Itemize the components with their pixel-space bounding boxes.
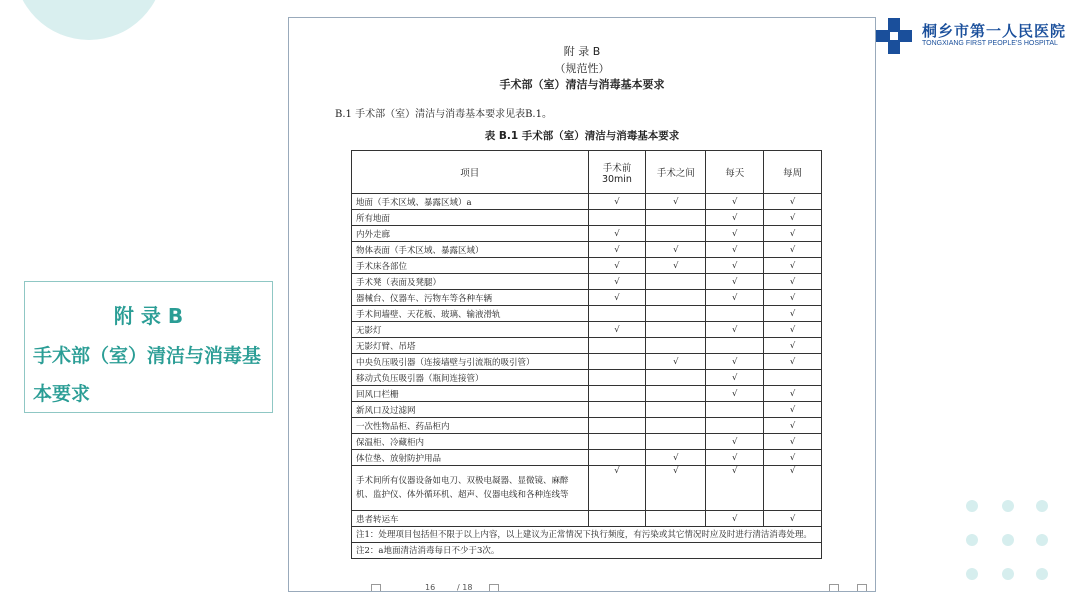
row-daily: √	[706, 258, 764, 274]
row-daily: √	[706, 450, 764, 466]
row-weekly: √	[764, 466, 822, 511]
row-weekly: √	[764, 402, 822, 418]
row-daily: √	[706, 354, 764, 370]
row-before-op	[588, 210, 646, 226]
row-weekly: √	[764, 210, 822, 226]
row-before-op: √	[588, 194, 646, 210]
section-b1: B.1 手术部（室）清洁与消毒基本要求见表B.1。	[335, 109, 552, 120]
table-row	[352, 434, 822, 450]
table-row	[352, 338, 822, 354]
table-caption: 表 B.1 手术部（室）清洁与消毒基本要求	[484, 130, 680, 142]
col-header-before: 手术前30min	[588, 151, 646, 194]
appendix-label: 附 录 B	[113, 304, 184, 328]
table-row	[352, 290, 822, 306]
table-row	[352, 466, 822, 511]
note-1: 注1：处理项目包括但不限于以上内容，以上建议为正常情况下执行频度，有污染或其它情况时应及时进行清洁消毒处理。	[352, 527, 822, 543]
row-before-op: √	[588, 290, 646, 306]
hospital-cross-icon	[874, 16, 914, 56]
table-header-row	[352, 151, 822, 194]
row-between-op	[646, 274, 706, 290]
row-between-op: √	[646, 466, 706, 511]
row-before-op: √	[588, 274, 646, 290]
row-item: 内外走廊	[352, 226, 589, 242]
row-weekly: √	[764, 322, 822, 338]
hospital-name-cn: 桐乡市第一人民医院	[922, 22, 1067, 40]
table-row	[352, 194, 822, 210]
row-between-op	[646, 306, 706, 322]
row-weekly: √	[764, 258, 822, 274]
table-row	[352, 511, 822, 527]
row-weekly: √	[764, 226, 822, 242]
page-navigation	[289, 584, 875, 592]
row-before-op	[588, 402, 646, 418]
row-before-op: √	[588, 226, 646, 242]
row-item: 新风口及过滤网	[352, 402, 589, 418]
appendix-subtitle: 手术部（室）清洁与消毒基本要求	[33, 345, 262, 405]
row-between-op	[646, 370, 706, 386]
table-row	[352, 242, 822, 258]
row-item: 体位垫、放射防护用品	[352, 450, 589, 466]
row-item: 移动式负压吸引器（瓶间连接管）	[352, 370, 589, 386]
row-weekly: √	[764, 290, 822, 306]
prev-page-button[interactable]	[371, 584, 381, 592]
next-page-button[interactable]	[489, 584, 499, 592]
row-daily	[706, 418, 764, 434]
row-item: 所有地面	[352, 210, 589, 226]
current-page[interactable]: 16	[425, 583, 436, 592]
row-between-op	[646, 338, 706, 354]
row-item: 物体表面（手术区域、暴露区域）	[352, 242, 589, 258]
table-row	[352, 370, 822, 386]
row-before-op: √	[588, 258, 646, 274]
row-between-op: √	[646, 450, 706, 466]
row-between-op: √	[646, 194, 706, 210]
row-between-op	[646, 322, 706, 338]
table-row	[352, 258, 822, 274]
table-note-row	[352, 543, 822, 559]
row-daily	[706, 338, 764, 354]
row-weekly: √	[764, 386, 822, 402]
row-weekly: √	[764, 338, 822, 354]
row-item: 手术间墙壁、天花板、玻璃、输液滑轨	[352, 306, 589, 322]
cleaning-requirements-table	[351, 150, 822, 559]
row-daily: √	[706, 511, 764, 527]
row-between-op	[646, 511, 706, 527]
row-between-op	[646, 226, 706, 242]
row-before-op: √	[588, 242, 646, 258]
note-2: 注2：a地面清洁消毒每日不少于3次。	[352, 543, 822, 559]
row-before-op	[588, 511, 646, 527]
col-header-daily: 每天	[706, 151, 764, 194]
table-row	[352, 274, 822, 290]
table-row	[352, 226, 822, 242]
appendix-summary-box	[24, 281, 273, 413]
row-before-op	[588, 306, 646, 322]
row-item: 回风口栏栅	[352, 386, 589, 402]
row-before-op	[588, 354, 646, 370]
decorative-dots	[966, 500, 1056, 584]
hospital-logo	[874, 16, 1074, 56]
appendix-heading: 附 录 B	[563, 45, 601, 58]
zoom-button[interactable]	[857, 584, 867, 592]
row-item: 一次性物品柜、药品柜内	[352, 418, 589, 434]
row-between-op	[646, 418, 706, 434]
row-before-op	[588, 418, 646, 434]
row-item: 地面（手术区域、暴露区域）a	[352, 194, 589, 210]
row-before-op	[588, 434, 646, 450]
row-before-op: √	[588, 466, 646, 511]
row-daily: √	[706, 242, 764, 258]
row-daily: √	[706, 434, 764, 450]
table-row	[352, 418, 822, 434]
document-title: 手术部（室）清洁与消毒基本要求	[499, 78, 665, 91]
table-row	[352, 450, 822, 466]
row-between-op	[646, 434, 706, 450]
table-row	[352, 322, 822, 338]
col-header-weekly: 每周	[764, 151, 822, 194]
row-weekly: √	[764, 242, 822, 258]
row-before-op	[588, 386, 646, 402]
col-header-between: 手术之间	[646, 151, 706, 194]
row-item: 保温柜、冷藏柜内	[352, 434, 589, 450]
row-daily: √	[706, 370, 764, 386]
table-note-row	[352, 527, 822, 543]
row-before-op	[588, 338, 646, 354]
row-item: 手术床各部位	[352, 258, 589, 274]
row-daily: √	[706, 226, 764, 242]
row-item: 无影灯	[352, 322, 589, 338]
row-daily: √	[706, 386, 764, 402]
table-row	[352, 306, 822, 322]
decorative-circle	[14, 0, 164, 40]
fit-page-button[interactable]	[829, 584, 839, 592]
row-item: 无影灯臂、吊塔	[352, 338, 589, 354]
row-between-op	[646, 402, 706, 418]
row-between-op	[646, 386, 706, 402]
row-weekly: √	[764, 511, 822, 527]
row-item: 中央负压吸引器（连接墙壁与引流瓶的吸引管）	[352, 354, 589, 370]
table-row	[352, 210, 822, 226]
table-row	[352, 402, 822, 418]
row-before-op: √	[588, 322, 646, 338]
row-daily	[706, 306, 764, 322]
row-before-op	[588, 450, 646, 466]
row-weekly: √	[764, 418, 822, 434]
row-item: 手术凳（表面及凳腿）	[352, 274, 589, 290]
row-between-op	[646, 290, 706, 306]
row-between-op	[646, 210, 706, 226]
row-between-op: √	[646, 242, 706, 258]
row-item: 患者转运车	[352, 511, 589, 527]
row-daily: √	[706, 322, 764, 338]
row-weekly: √	[764, 274, 822, 290]
document-page	[288, 17, 876, 592]
row-daily: √	[706, 466, 764, 511]
normative-label: （规范性）	[554, 62, 610, 75]
table-row	[352, 386, 822, 402]
hospital-name-en: TONGXIANG FIRST PEOPLE'S HOSPITAL	[922, 40, 1058, 47]
row-before-op	[588, 370, 646, 386]
row-weekly	[764, 370, 822, 386]
row-weekly: √	[764, 354, 822, 370]
row-daily: √	[706, 290, 764, 306]
row-between-op: √	[646, 354, 706, 370]
row-item: 手术间所有仪器设备如电刀、双极电凝器、显微镜、麻醉机、监护仪、体外循环机、超声、仪器电线和各种连线等	[352, 466, 589, 511]
row-daily: √	[706, 274, 764, 290]
row-item: 器械台、仪器车、污物车等各种车辆	[352, 290, 589, 306]
col-header-item: 项目	[352, 151, 589, 194]
total-pages: / 18	[457, 583, 473, 592]
row-weekly: √	[764, 434, 822, 450]
row-weekly: √	[764, 194, 822, 210]
row-weekly: √	[764, 306, 822, 322]
row-daily: √	[706, 194, 764, 210]
row-between-op: √	[646, 258, 706, 274]
row-weekly: √	[764, 450, 822, 466]
row-daily: √	[706, 210, 764, 226]
row-daily	[706, 402, 764, 418]
table-row	[352, 354, 822, 370]
